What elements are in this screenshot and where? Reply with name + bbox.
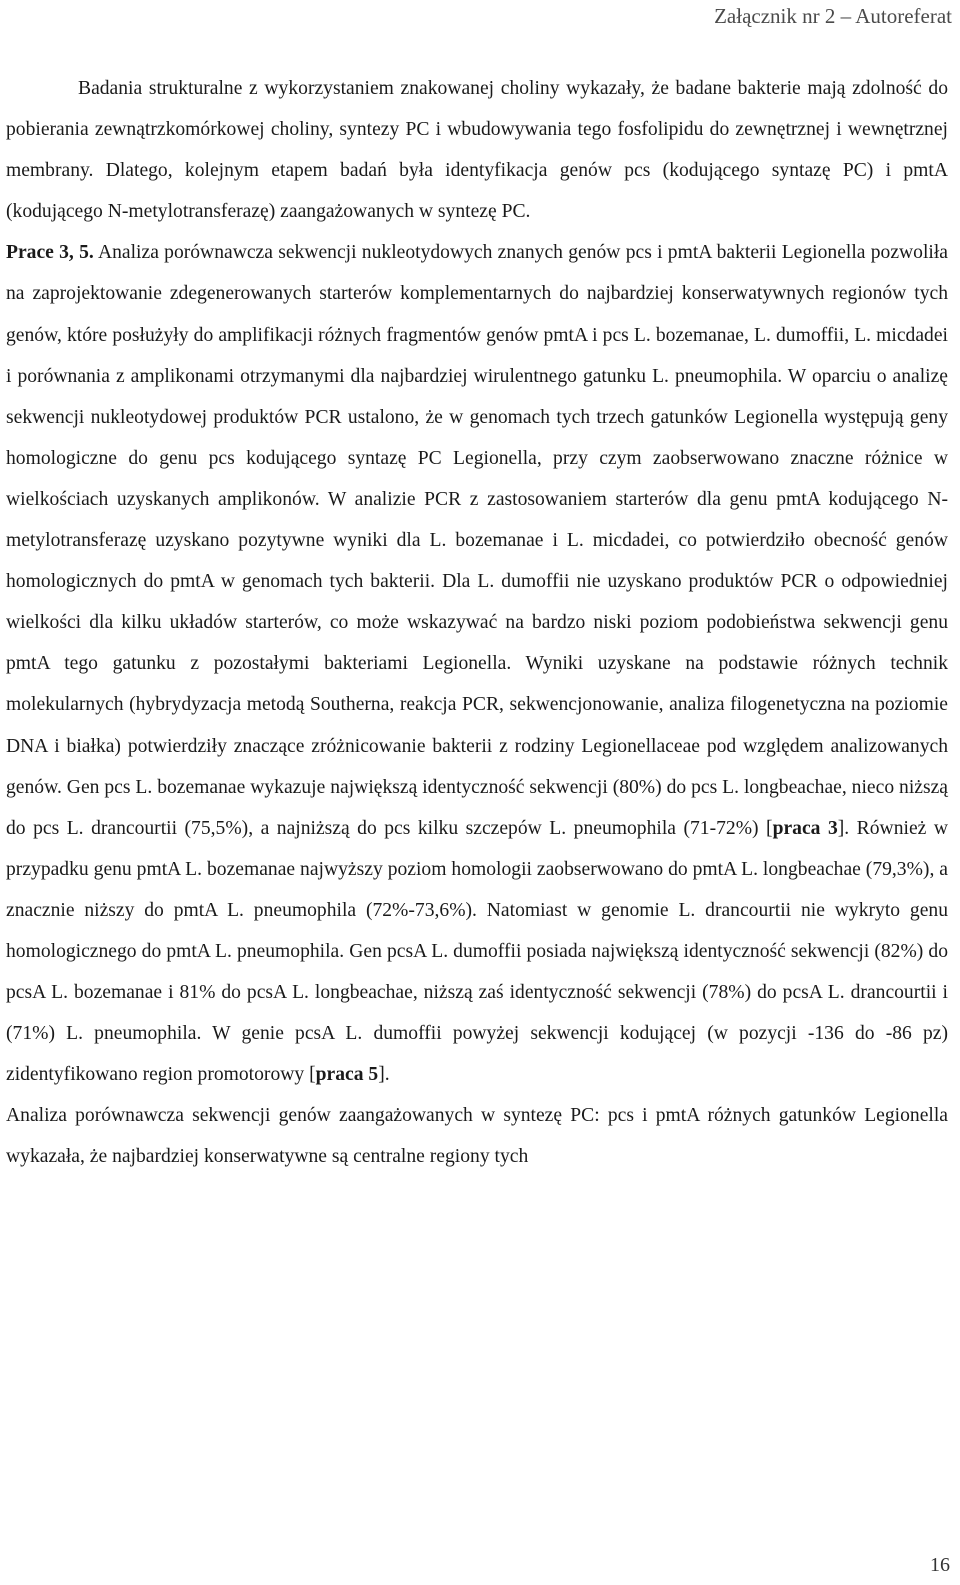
page-number: 16 [930,1554,950,1576]
paragraph-text-b: ]. Również w przypadku genu pmtA L. bozemanae najwyższy poziom homologii zaobserwowano do pmtA L. longbeachae (79,3%), a znacznie niższy do pmtA L. pneumophila (72%-73,6%). Natomiast w genomie L. drancourtii nie wykryto genu homologicznego do pmtA L. pneumophila. Gen pcsA L. dumoffii posiada największą identyczność sekwencji (82%) do pcsA L. bozemanae i 81% do pcsA L. longbeachae, niższą zaś identyczność sekwencji (78%) do pcsA L. drancourtii i (71%) L. pneumophila. W genie pcsA L. dumoffii powyżej sekwencji kodującej (w pozycji -136 do -86 pz) zidentyfikowano region promotorowy [ [6,817,948,1086]
document-body [6,68,948,1178]
section-lead: Prace 3, 5. [6,242,94,264]
reference-praca-3: praca 3 [772,817,838,839]
document-header: Załącznik nr 2 – Autoreferat [714,4,952,28]
paragraph-prace-3-5 [6,232,948,1095]
paragraph-intro: Badania strukturalne z wykorzystaniem znakowanej choliny wykazały, że badane bakterie mają zdolność do pobierania zewnątrzkomórkowej choliny, syntezy PC i wbudowywania tego fosfolipidu do zewnętrznej i wewnętrznej membrany. Dlatego, kolejnym etapem badań była identyfikacja genów pcs (kodującego syntazę PC) i pmtA (kodującego N-metylotransferazę) zaangażowanych w syntezę PC. [6,78,948,223]
paragraph-text-a: Analiza porównawcza sekwencji nukleotydowych znanych genów pcs i pmtA bakterii Legionella pozwoliła na zaprojektowanie zdegenerowanych starterów komplementarnych do najbardziej konserwatywnych regionów tych genów, które posłużyły do amplifikacji różnych fragmentów genów pmtA i pcs L. bozemanae, L. dumoffii, L. micdadei i porównania z amplikonami otrzymanymi dla najbardziej wirulentnego gatunku L. pneumophila. W oparciu o analizę sekwencji nukleotydowej produktów PCR ustalono, że w genomach tych trzech gatunków Legionella występują geny homologiczne do genu pcs kodującego syntazę PC Legionella, przy czym zaobserwowano znaczne różnice w wielkościach uzyskanych amplikonów. W analizie PCR z zastosowaniem starterów dla genu pmtA kodującego N-metylotransferazę uzyskano pozytywne wyniki dla L. bozemanae i L. micdadei, co potwierdziło obecność genów homologicznych do pmtA w genomach tych bakterii. Dla L. dumoffii nie uzyskano produktów PCR o odpowiedniej wielkości dla kilku układów starterów, co może wskazywać na bardzo niski poziom podobieństwa sekwencji genu pmtA tego gatunku z pozostałymi bakteriami Legionella. Wyniki uzyskane na podstawie różnych technik molekularnych (hybrydyzacja metodą Southerna, reakcja PCR, sekwencjonowanie, analiza filogenetyczna na poziomie DNA i białka) potwierdziły znaczące zróżnicowanie bakterii z rodziny Legionellaceae pod względem analizowanych genów. Gen pcs L. bozemanae wykazuje największą identyczność sekwencji (80%) do pcs L. longbeachae, nieco niższą do pcs L. drancourtii (75,5%), a najniższą do pcs kilku szczepów L. pneumophila (71-72%) [ [6,242,949,839]
paragraph-text-c: ]. [378,1064,390,1086]
reference-praca-5: praca 5 [315,1064,379,1086]
paragraph-analysis: Analiza porównawcza sekwencji genów zaangażowanych w syntezę PC: pcs i pmtA różnych gatunków Legionella wykazała, że najbardziej konserwatywne są centralne regiony tych [6,1105,948,1168]
